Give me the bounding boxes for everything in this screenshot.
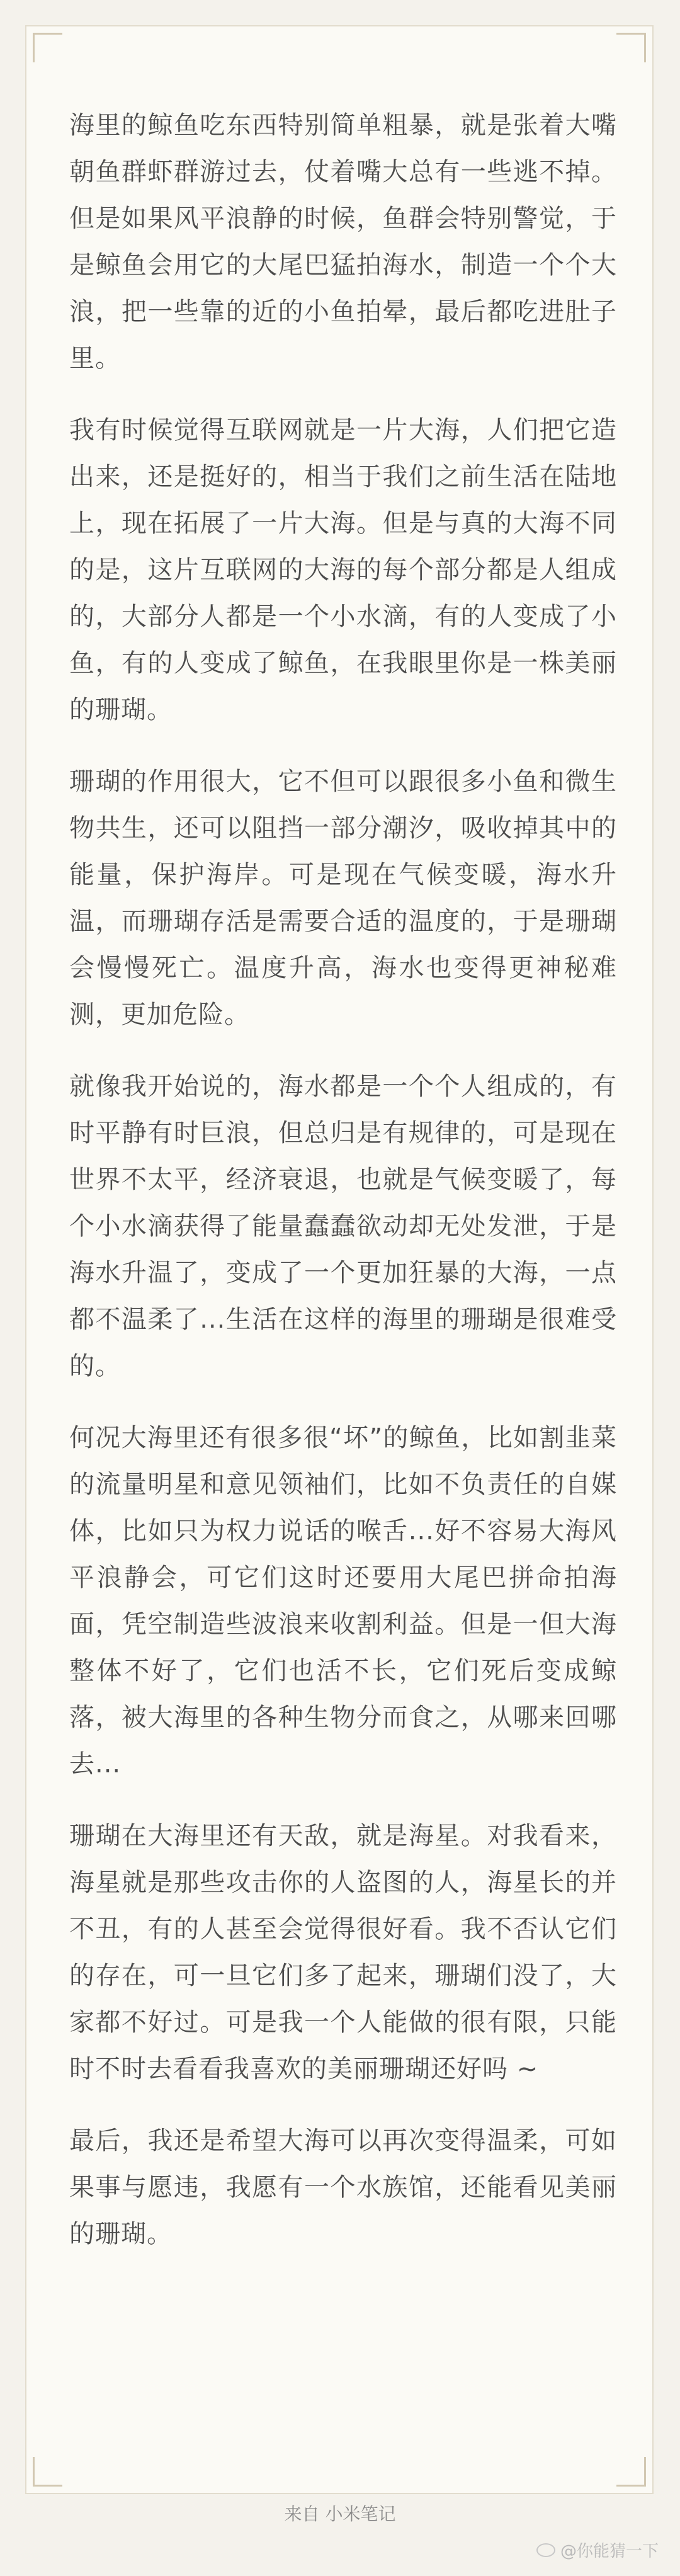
note-content	[69, 102, 617, 2282]
paragraph-1: 海里的鲸鱼吃东西特别简单粗暴，就是张着大嘴朝鱼群虾群游过去，仗着嘴大总有一些逃不掉。但是如果风平浪静的时候，鱼群会特别警觉，于是鲸鱼会用它的大尾巴猛拍海水，制造一个个大浪，把一些靠的近的小鱼拍晕，最后都吃进肚子里。	[69, 111, 617, 373]
watermark-text: @你能猜一下	[560, 2542, 659, 2561]
note-source-label: 来自 小米笔记	[284, 2504, 396, 2524]
corner-ornament-bottom-left	[33, 2457, 62, 2487]
weibo-watermark	[536, 2538, 659, 2562]
paragraph-6: 珊瑚在大海里还有天敌，就是海星。对我看来，海星就是那些攻击你的人盗图的人，海星长的并不丑，有的人甚至会觉得很好看。我不否认它们的存在，可一旦它们多了起来，珊瑚们没了，大家都不好过。可是我一个人能做的很有限，只能时不时去看看我喜欢的美丽珊瑚还好吗 ~	[69, 1821, 617, 2083]
corner-ornament-top-left	[33, 33, 62, 62]
paragraph-2: 我有时候觉得互联网就是一片大海，人们把它造出来，还是挺好的，相当于我们之前生活在陆地上，现在拓展了一片大海。但是与真的大海不同的是，这片互联网的大海的每个部分都是人组成的，大部分人都是一个小水滴，有的人变成了小鱼，有的人变成了鲸鱼，在我眼里你是一株美丽的珊瑚。	[69, 416, 617, 724]
corner-ornament-top-right	[616, 33, 646, 62]
note-paper	[25, 25, 654, 2494]
paragraph-4: 就像我开始说的，海水都是一个个人组成的，有时平静有时巨浪，但总归是有规律的，可是现在世界不太平，经济衰退，也就是气候变暖了，每个小水滴获得了能量蠢蠢欲动却无处发泄，于是海水升温了，变成了一个更加狂暴的大海，一点都不温柔了...生活在这样的海里的珊瑚是很难受的。	[69, 1072, 617, 1381]
weibo-logo-icon	[536, 2543, 555, 2557]
corner-ornament-bottom-right	[616, 2457, 646, 2487]
paragraph-5: 何况大海里还有很多很“坏”的鲸鱼，比如割韭菜的流量明星和意见领袖们，比如不负责任的自媒体，比如只为权力说话的喉舌...好不容易大海风平浪静会，可它们这时还要用大尾巴拼命拍海面，凭空制造些波浪来收割利益。但是一但大海整体不好了，它们也活不长，它们死后变成鲸落，被大海里的各种生物分而食之，从哪来回哪去...	[69, 1423, 617, 1779]
paragraph-3: 珊瑚的作用很大，它不但可以跟很多小鱼和微生物共生，还可以阻挡一部分潮汐，吸收掉其中的能量，保护海岸。可是现在气候变暖，海水升温，而珊瑚存活是需要合适的温度的，于是珊瑚会慢慢死亡。温度升高，海水也变得更神秘难测，更加危险。	[69, 767, 617, 1029]
paragraph-7: 最后，我还是希望大海可以再次变得温柔，可如果事与愿违，我愿有一个水族馆，还能看见美丽的珊瑚。	[69, 2126, 617, 2248]
